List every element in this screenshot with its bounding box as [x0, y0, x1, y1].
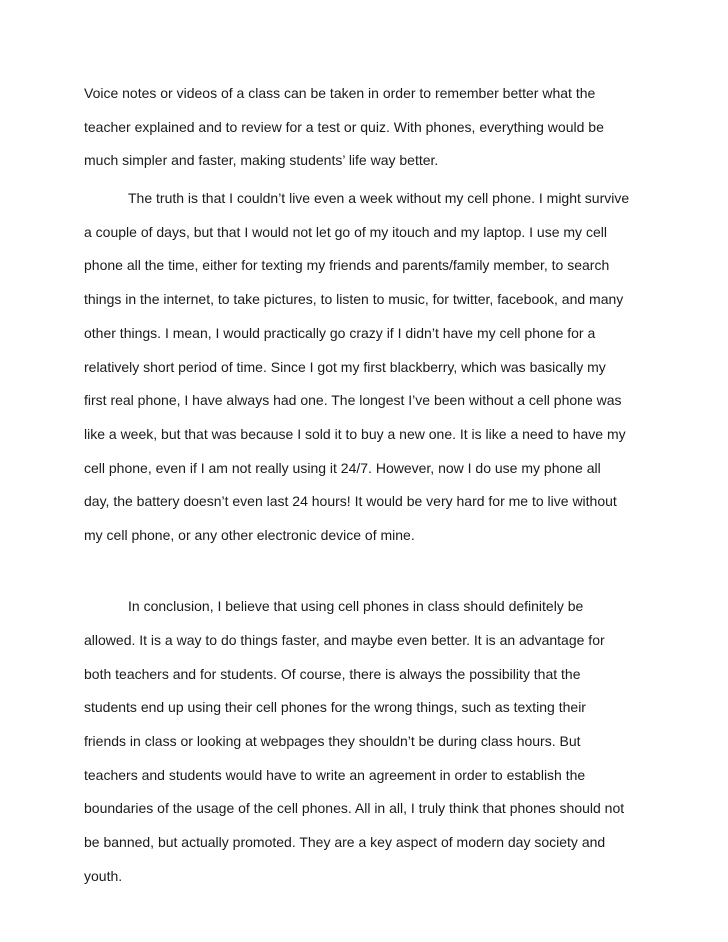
- paragraph-2: [84, 185, 654, 589]
- text-line: much simpler and faster, making students’ life way better.: [84, 152, 439, 169]
- text-line: both teachers and for students. Of course, there is always the possibility that the: [84, 665, 581, 682]
- text-line: friends in class or looking at webpages they shouldn’t be during class hours. But: [84, 733, 581, 750]
- paragraph-1: [84, 80, 654, 181]
- text-line: teachers and students would have to write an agreement in order to establish the: [84, 766, 586, 783]
- text-line: teacher explained and to review for a test or quiz. With phones, everything would be: [84, 118, 604, 135]
- text-line: first real phone, I have always had one. The longest I’ve been without a cell phone was: [84, 392, 622, 409]
- text-line: students end up using their cell phones for the wrong things, such as texting their: [84, 699, 586, 716]
- text-line: The truth is that I couldn’t live even a week without my cell phone. I might survive: [128, 190, 630, 207]
- text-line: things in the internet, to take pictures, to listen to music, for twitter, facebook, and many: [84, 291, 624, 308]
- text-line: youth.: [84, 867, 123, 884]
- text-line: [84, 556, 654, 590]
- text-line: cell phone, even if I am not really using it 24/7. However, now I do use my phone all: [84, 459, 601, 476]
- text-line: allowed. It is a way to do things faster, and maybe even better. It is an advantage for: [84, 632, 605, 648]
- text-line: phone all the time, either for texting my friends and parents/family member, to search: [84, 257, 610, 274]
- text-line: a couple of days, but that I would not let go of my itouch and my laptop. I use my cell: [84, 223, 607, 240]
- text-line: my cell phone, or any other electronic device of mine.: [84, 526, 415, 543]
- text-line: In conclusion, I believe that using cell phones in class should definitely be: [128, 598, 584, 615]
- text-line: like a week, but that was because I sold it to buy a new one. It is like a need to have my: [84, 425, 626, 442]
- text-line: Voice notes or videos of a class can be taken in order to remember better what the: [84, 85, 596, 101]
- text-line: day, the battery doesn’t even last 24 hours! It would be very hard for me to live without: [84, 493, 617, 510]
- paragraph-3: [84, 593, 654, 896]
- text-line: relatively short period of time. Since I got my first blackberry, which was basically my: [84, 358, 606, 375]
- text-line: other things. I mean, I would practically go crazy if I didn’t have my cell phone for a: [84, 324, 596, 341]
- text-line: be banned, but actually promoted. They are a key aspect of modern day society and: [84, 834, 606, 851]
- text-line: boundaries of the usage of the cell phones. All in all, I truly think that phones should not: [84, 800, 625, 817]
- document-body: [84, 80, 654, 897]
